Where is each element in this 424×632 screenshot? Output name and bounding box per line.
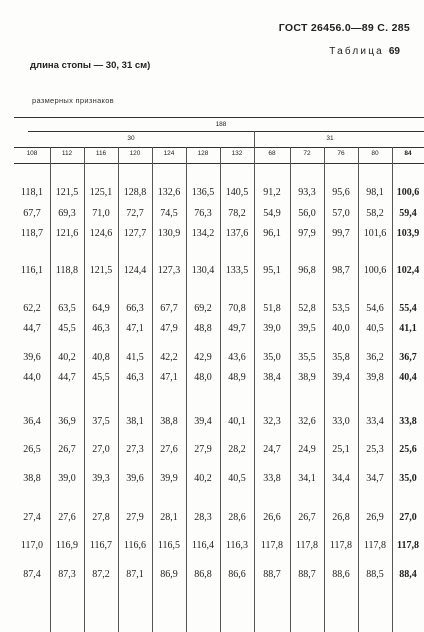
table-cell: 70,8 [228,303,246,314]
table-cell: 28,6 [228,512,246,523]
table-cell: 102,4 [396,265,420,276]
table-cell: 35,8 [332,352,350,363]
table-cell: 40,5 [228,473,246,484]
table-cell: 39,6 [126,473,144,484]
table-cell: 103,9 [396,228,420,239]
table-cell: 27,9 [126,512,144,523]
table-cell: 118,8 [55,265,79,276]
table-cell: 25,6 [399,444,417,455]
table-cell: 124,6 [89,228,113,239]
table-cell: 37,5 [92,416,110,427]
table-cell: 45,5 [92,372,110,383]
column-header: 120 [129,150,141,157]
table-cell: 48,9 [228,372,246,383]
table-cell: 27,6 [160,444,178,455]
table-cell: 57,0 [332,208,350,219]
table-cell: 38,9 [298,372,316,383]
column-divider [324,147,325,632]
table-cell: 87,2 [92,569,110,580]
column-divider [84,147,85,632]
table-cell: 48,0 [194,372,212,383]
table-cell: 39,3 [92,473,110,484]
table-cell: 133,5 [225,265,249,276]
table-cell: 34,1 [298,473,316,484]
table-cell: 40,2 [194,473,212,484]
table-cell: 26,8 [332,512,350,523]
table-cell: 69,3 [58,208,76,219]
column-divider [118,147,119,632]
table-cell: 35,0 [399,473,417,484]
table-cell: 88,5 [366,569,384,580]
table-cell: 91,2 [263,187,281,198]
column-divider [220,147,221,632]
table-cell: 117,8 [363,540,387,551]
group-label-30: 30 [127,135,135,142]
table-cell: 117,0 [20,540,44,551]
table-cell: 34,4 [332,473,350,484]
table-cell: 140,5 [225,187,249,198]
table-cell: 74,5 [160,208,178,219]
table-cell: 132,6 [157,187,181,198]
table-cell: 78,2 [228,208,246,219]
table-cell: 62,2 [23,303,41,314]
table-cell: 26,5 [23,444,41,455]
table-cell: 86,9 [160,569,178,580]
table-cell: 97,9 [298,228,316,239]
table-cell: 99,7 [332,228,350,239]
table-cell: 54,9 [263,208,281,219]
column-header: 80 [371,150,379,157]
table-cell: 39,4 [332,372,350,383]
table-cell: 47,1 [160,372,178,383]
top-group-label: 188 [215,121,227,128]
table-cell: 33,0 [332,416,350,427]
table-cell: 36,7 [399,352,417,363]
table-cell: 121,5 [89,265,113,276]
document-reference: ГОСТ 26456.0—89 С. 285 [278,22,410,34]
table-cell: 40,8 [92,352,110,363]
table-cell: 25,3 [366,444,384,455]
table-cell: 87,1 [126,569,144,580]
column-header: 84 [404,150,412,157]
table-top-rule [14,117,424,118]
column-divider [392,147,393,632]
table-cell: 39,9 [160,473,178,484]
table-cell: 118,1 [20,187,44,198]
table-cell: 33,8 [263,473,281,484]
table-cell: 44,7 [58,372,76,383]
table-cell: 27,0 [92,444,110,455]
table-cell: 28,2 [228,444,246,455]
column-header: 76 [337,150,345,157]
table-cell: 40,4 [399,372,417,383]
table-cell: 27,3 [126,444,144,455]
table-cell: 67,7 [160,303,178,314]
table-cell: 36,9 [58,416,76,427]
table-cell: 32,6 [298,416,316,427]
table-cell: 27,6 [58,512,76,523]
column-divider [358,147,359,632]
table-cell: 39,8 [366,372,384,383]
table-cell: 125,1 [89,187,113,198]
table-cell: 117,8 [397,540,419,551]
table-cell: 24,9 [298,444,316,455]
table-cell: 96,8 [298,265,316,276]
table-cell: 88,4 [399,569,417,580]
column-header: 128 [197,150,209,157]
table-cell: 53,5 [332,303,350,314]
table-cell: 86,6 [228,569,246,580]
table-cell: 42,9 [194,352,212,363]
table-cell: 55,4 [399,303,417,314]
table-cell: 36,2 [366,352,384,363]
table-cell: 121,6 [55,228,79,239]
table-cell: 64,9 [92,303,110,314]
column-divider [152,147,153,632]
table-cell: 116,6 [123,540,147,551]
column-header: 72 [303,150,311,157]
table-cell: 26,9 [366,512,384,523]
table-cell: 28,3 [194,512,212,523]
column-header: 124 [163,150,175,157]
table-cell: 33,8 [399,416,417,427]
column-divider [186,147,187,632]
table-cell: 45,5 [58,323,76,334]
table-cell: 116,9 [55,540,79,551]
table-cell: 98,1 [366,187,384,198]
table-cell: 48,8 [194,323,212,334]
table-cell: 95,1 [263,265,281,276]
table-cell: 40,2 [58,352,76,363]
table-cell: 127,7 [123,228,147,239]
table-cell: 26,6 [263,512,281,523]
table-cell: 87,4 [23,569,41,580]
table-cell: 54,6 [366,303,384,314]
column-divider [290,147,291,632]
column-header: 108 [26,150,38,157]
table-cell: 58,2 [366,208,384,219]
table-cell: 63,5 [58,303,76,314]
table-cell: 27,9 [194,444,212,455]
table-cell: 35,5 [298,352,316,363]
table-cell: 88,7 [263,569,281,580]
table-cell: 51,8 [263,303,281,314]
table-cell: 27,0 [399,512,417,523]
table-cell: 128,8 [123,187,147,198]
table-cell: 38,8 [23,473,41,484]
table-cell: 43,6 [228,352,246,363]
column-header: 68 [268,150,276,157]
table-cell: 88,7 [298,569,316,580]
table-cell: 96,1 [263,228,281,239]
table-cell: 39,0 [58,473,76,484]
table-cell: 34,7 [366,473,384,484]
table-cell: 117,8 [260,540,284,551]
table-cell: 72,7 [126,208,144,219]
table-cell: 95,6 [332,187,350,198]
table-cell: 69,2 [194,303,212,314]
table-cell: 67,7 [23,208,41,219]
table-cell: 130,4 [191,265,215,276]
table-cell: 25,1 [332,444,350,455]
columns-top-rule [14,147,424,148]
table-cell: 28,1 [160,512,178,523]
group-rule [28,131,424,132]
table-cell: 71,0 [92,208,110,219]
column-header: 132 [231,150,243,157]
column-divider [50,147,51,632]
table-cell: 76,3 [194,208,212,219]
table-cell: 127,3 [157,265,181,276]
table-cell: 56,0 [298,208,316,219]
table-cell: 27,8 [92,512,110,523]
table-cell: 88,6 [332,569,350,580]
table-cell: 39,5 [298,323,316,334]
table-cell: 26,7 [58,444,76,455]
table-cell: 116,4 [191,540,215,551]
table-cell: 66,3 [126,303,144,314]
table-cell: 26,7 [298,512,316,523]
table-cell: 93,3 [298,187,316,198]
table-cell: 116,1 [20,265,44,276]
table-cell: 44,0 [23,372,41,383]
table-cell: 118,7 [20,228,44,239]
table-cell: 124,4 [123,265,147,276]
column-header: 112 [61,150,73,157]
table-cell: 116,7 [89,540,113,551]
group-label-31: 31 [326,135,334,142]
table-cell: 32,3 [263,416,281,427]
table-cell: 38,8 [160,416,178,427]
table-cell: 46,3 [126,372,144,383]
table-number-value: 69 [388,46,400,57]
table-cell: 52,8 [298,303,316,314]
table-cell: 101,6 [363,228,387,239]
table-cell: 117,8 [329,540,353,551]
table-cell: 38,1 [126,416,144,427]
table-cell: 47,1 [126,323,144,334]
table-cell: 86,8 [194,569,212,580]
table-cell: 39,0 [263,323,281,334]
table-cell: 137,6 [225,228,249,239]
table-cell: 38,4 [263,372,281,383]
table-cell: 41,5 [126,352,144,363]
table-cell: 100,6 [396,187,420,198]
table-cell: 47,9 [160,323,178,334]
table-cell: 39,6 [23,352,41,363]
table-cell: 100,6 [363,265,387,276]
column-header: 116 [95,150,107,157]
table-cell: 44,7 [23,323,41,334]
columns-bottom-rule [14,163,424,164]
table-cell: 27,4 [23,512,41,523]
table-cell: 116,5 [157,540,181,551]
table-cell: 35,0 [263,352,281,363]
table-cell: 98,7 [332,265,350,276]
table-cell: 40,0 [332,323,350,334]
table-cell: 116,3 [225,540,249,551]
table-cell: 136,5 [191,187,215,198]
table-cell: 41,1 [399,323,417,334]
table-cell: 40,5 [366,323,384,334]
table-cell: 42,2 [160,352,178,363]
table-cell: 59,4 [399,208,417,219]
table-cell: 121,5 [55,187,79,198]
table-cell: 134,2 [191,228,215,239]
table-cell: 46,3 [92,323,110,334]
data-table [14,117,424,632]
table-cell: 33,4 [366,416,384,427]
table-cell: 40,1 [228,416,246,427]
table-cell: 36,4 [23,416,41,427]
table-cell: 39,4 [194,416,212,427]
table-subtitle: длина стопы — 30, 31 см) [30,60,151,71]
table-cell: 117,8 [295,540,319,551]
table-cell: 49,7 [228,323,246,334]
table-caption: размерных признаков [32,96,114,105]
table-cell: 24,7 [263,444,281,455]
table-cell: 87,3 [58,569,76,580]
table-number [329,46,400,57]
table-cell: 130,9 [157,228,181,239]
table-label: Таблица [329,46,384,57]
